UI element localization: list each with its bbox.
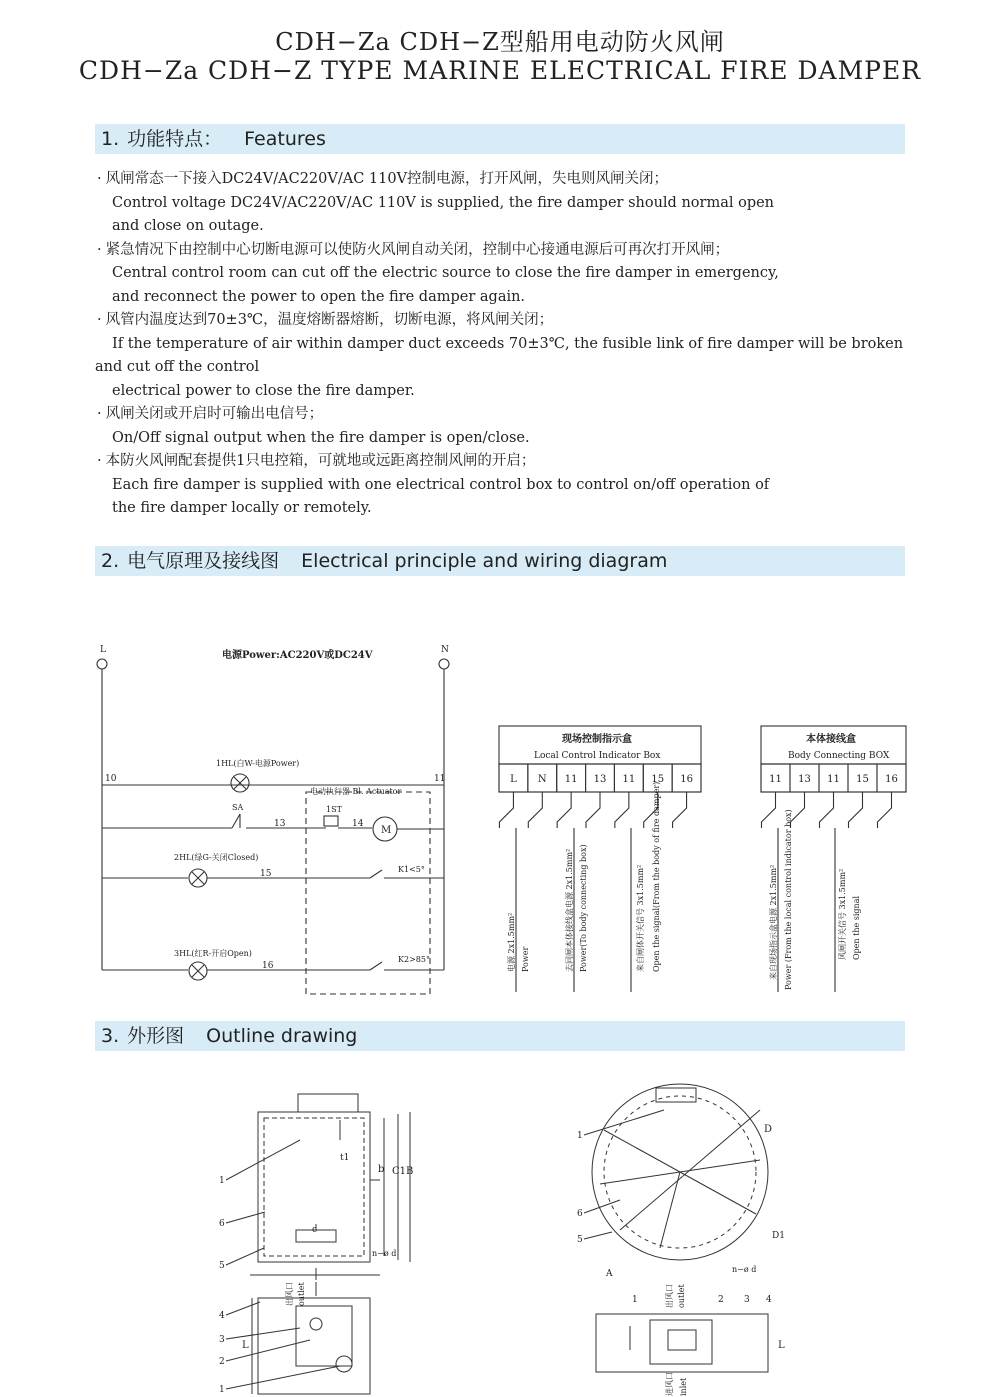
body-terminal-lead (820, 792, 834, 828)
svg-text:16: 16 (262, 961, 274, 971)
section-title-en: Outline drawing (206, 1025, 358, 1047)
svg-text:1ST: 1ST (326, 805, 342, 814)
svg-text:1: 1 (219, 1385, 225, 1395)
svg-text:出风口: 出风口 (285, 1282, 294, 1306)
actuator-label: 电动执行器 Bl. Actuator (310, 787, 402, 796)
feature-cn: · 紧急情况下由控制中心切断电源可以使防火风闸自动关闭，控制中心接通电源后可再次打开风闸； (95, 239, 907, 263)
svg-text:t1: t1 (340, 1153, 350, 1163)
section-electrical-header (95, 546, 905, 576)
switch-k1: K1<5° (398, 865, 425, 874)
svg-text:10: 10 (105, 774, 117, 784)
body-terminal-label: 13 (798, 774, 811, 785)
local-terminal-lead (528, 792, 542, 828)
svg-text:SA: SA (232, 803, 244, 812)
svg-text:b: b (378, 1164, 385, 1175)
body-connecting-box (761, 726, 906, 992)
svg-text:B: B (406, 1166, 414, 1177)
section-title-en: Electrical principle and wiring diagram (301, 550, 668, 572)
wire-body-cn: 去同闸本体接线盒电源 2x1.5mm² (565, 848, 574, 972)
local-control-box (499, 726, 701, 992)
feature-en: electrical power to close the fire damper. (112, 382, 415, 399)
section-number: 3. (101, 1025, 120, 1047)
outline-drawing (0, 1080, 1000, 1397)
svg-text:6: 6 (219, 1219, 225, 1229)
local-terminal-lead (615, 792, 629, 828)
svg-text:11: 11 (434, 774, 446, 784)
feature-en: the fire damper locally or remotely. (112, 500, 372, 516)
wire-open-signal-en: Open the signal (852, 895, 861, 960)
local-terminal-label: 11 (564, 774, 578, 785)
feature-cn: · 本防火风闸配套提供1只电控箱，可就地或远距离控制风闸的开启； (95, 450, 907, 474)
feature-en: Central control room can cut off the electric source to close the fire damper in emergency, (112, 265, 779, 281)
wire-open-signal-cn: 风闸开关信号 3x1.5mm² (838, 868, 847, 960)
svg-text:进风口: 进风口 (665, 1372, 674, 1396)
svg-text:4: 4 (766, 1295, 772, 1305)
section-number: 1. (101, 128, 120, 150)
feature-en: On/Off signal output when the fire damper is open/close. (112, 429, 530, 446)
body-terminal-lead (878, 792, 892, 828)
local-terminal-lead (557, 792, 571, 828)
svg-text:n−ø d: n−ø d (732, 1265, 757, 1274)
section-title-cn: 电气原理及接线图 (127, 550, 280, 572)
wire-body-en: Power(To body connecting box) (579, 844, 588, 972)
svg-text:Local Control Indicator Box: Local Control Indicator Box (534, 751, 661, 761)
power-label: 电源Power:AC220V或DC24V (222, 650, 373, 661)
features-list (95, 168, 907, 521)
svg-text:5: 5 (577, 1235, 583, 1245)
lamp1-label: 1HL(白W-电源Power) (216, 759, 300, 768)
rect-damper-side (219, 1298, 370, 1395)
svg-text:3: 3 (744, 1295, 750, 1305)
wire-signal-cn: 来自闸体开关信号 3x1.5mm² (636, 864, 645, 972)
body-terminal-lead (762, 792, 776, 828)
local-terminal-label: L (510, 774, 517, 785)
svg-text:C1: C1 (392, 1166, 407, 1177)
terminal-L: L (100, 645, 106, 655)
svg-text:c: c (312, 1225, 318, 1235)
svg-text:本体接线盒: 本体接线盒 (806, 734, 856, 745)
wire-signal-en: Open the signal(From the body of fire damper) (652, 781, 661, 972)
title-english: CDH−Za CDH−Z TYPE MARINE ELECTRICAL FIRE DAMPER (78, 56, 922, 85)
svg-text:L: L (778, 1340, 785, 1351)
svg-text:5: 5 (219, 1261, 225, 1271)
feature-en: and reconnect the power to open the fire damper again. (112, 288, 526, 305)
body-terminal-label: 11 (769, 774, 782, 785)
section-title-cn: 外形图 (127, 1025, 185, 1047)
local-terminal-label: 13 (593, 774, 607, 785)
wire-local-power-cn: 来自现场指示盒电源 2x1.5mm² (769, 864, 778, 980)
svg-text:Body Connecting BOX: Body Connecting BOX (788, 751, 890, 761)
local-terminal-label: 11 (622, 774, 636, 785)
svg-text:6: 6 (577, 1209, 583, 1219)
wire-power-cn: 电源 2x1.5mm² (507, 912, 516, 972)
round-damper-front (577, 1084, 785, 1308)
local-terminal-lead (586, 792, 600, 828)
svg-text:13: 13 (274, 819, 286, 829)
svg-text:inlet: inlet (679, 1377, 688, 1396)
feature-en: If the temperature of air within damper duct exceeds 70±3℃, the fusible link of fire damper will be broken and cut off the control (95, 335, 904, 375)
local-terminal-label: N (537, 774, 547, 785)
lamp3-label: 3HL(红R-开启Open) (174, 949, 252, 958)
section-features-header (95, 124, 905, 154)
wire-local-power-en: Power (From the local control indicator box) (784, 809, 793, 990)
terminal-N: N (441, 645, 449, 655)
body-terminal-lead (849, 792, 863, 828)
section-outline-header (95, 1021, 905, 1051)
schematic (97, 645, 449, 994)
feature-cn: · 风闸常态一下接入DC24V/AC220V/AC 110V控制电源，打开风闸，失电则风闸关闭； (95, 168, 907, 192)
svg-text:1: 1 (219, 1176, 225, 1186)
local-terminal-lead (673, 792, 687, 828)
svg-text:2: 2 (219, 1357, 225, 1367)
wiring-diagram (0, 600, 1000, 1010)
svg-text:4: 4 (219, 1311, 225, 1321)
local-terminal-label: 16 (680, 774, 693, 785)
local-terminal-label: 15 (651, 774, 665, 785)
lamp2-label: 2HL(绿G-关闭Closed) (174, 853, 259, 862)
svg-text:L: L (242, 1340, 249, 1351)
body-terminal-label: 16 (885, 774, 898, 785)
section-number: 2. (101, 550, 120, 572)
wire-power-en: Power (521, 946, 530, 972)
svg-text:outlet: outlet (677, 1284, 686, 1308)
body-terminal-label: 11 (827, 774, 840, 785)
svg-text:A: A (606, 1269, 613, 1279)
feature-cn: · 风管内温度达到70±3℃，温度熔断器熔断，切断电源，将风闸关闭； (95, 309, 907, 333)
round-damper-side (596, 1295, 785, 1396)
svg-text:outlet: outlet (297, 1282, 306, 1306)
svg-text:D: D (764, 1124, 773, 1135)
svg-text:D1: D1 (772, 1231, 785, 1241)
svg-text:1: 1 (577, 1131, 583, 1141)
feature-en: and close on outage. (112, 218, 264, 234)
svg-text:2: 2 (718, 1295, 724, 1305)
svg-text:3: 3 (219, 1335, 225, 1345)
svg-text:出风口: 出风口 (665, 1284, 674, 1308)
svg-text:1: 1 (632, 1295, 638, 1305)
svg-text:n−ø d: n−ø d (372, 1249, 397, 1258)
svg-text:15: 15 (260, 869, 272, 879)
feature-cn: · 风闸关闭或开启时可输出电信号； (95, 403, 907, 427)
rect-damper-front (219, 1094, 413, 1306)
body-terminal-label: 15 (856, 774, 869, 785)
switch-k2: K2>85° (398, 955, 430, 964)
title-chinese: CDH−Za CDH−Z型船用电动防火风闸 (275, 28, 725, 56)
svg-text:现场控制指示盒: 现场控制指示盒 (562, 734, 632, 745)
feature-en: Control voltage DC24V/AC220V/AC 110V is supplied, the fire damper should normal open (112, 194, 775, 211)
svg-text:14: 14 (352, 819, 364, 829)
section-title-en: Features (244, 128, 326, 150)
feature-en: Each fire damper is supplied with one electrical control box to control on/off operation of (112, 476, 770, 493)
local-terminal-lead (499, 792, 513, 828)
motor-symbol: M (381, 825, 392, 836)
section-title-cn: 功能特点： (127, 128, 223, 150)
